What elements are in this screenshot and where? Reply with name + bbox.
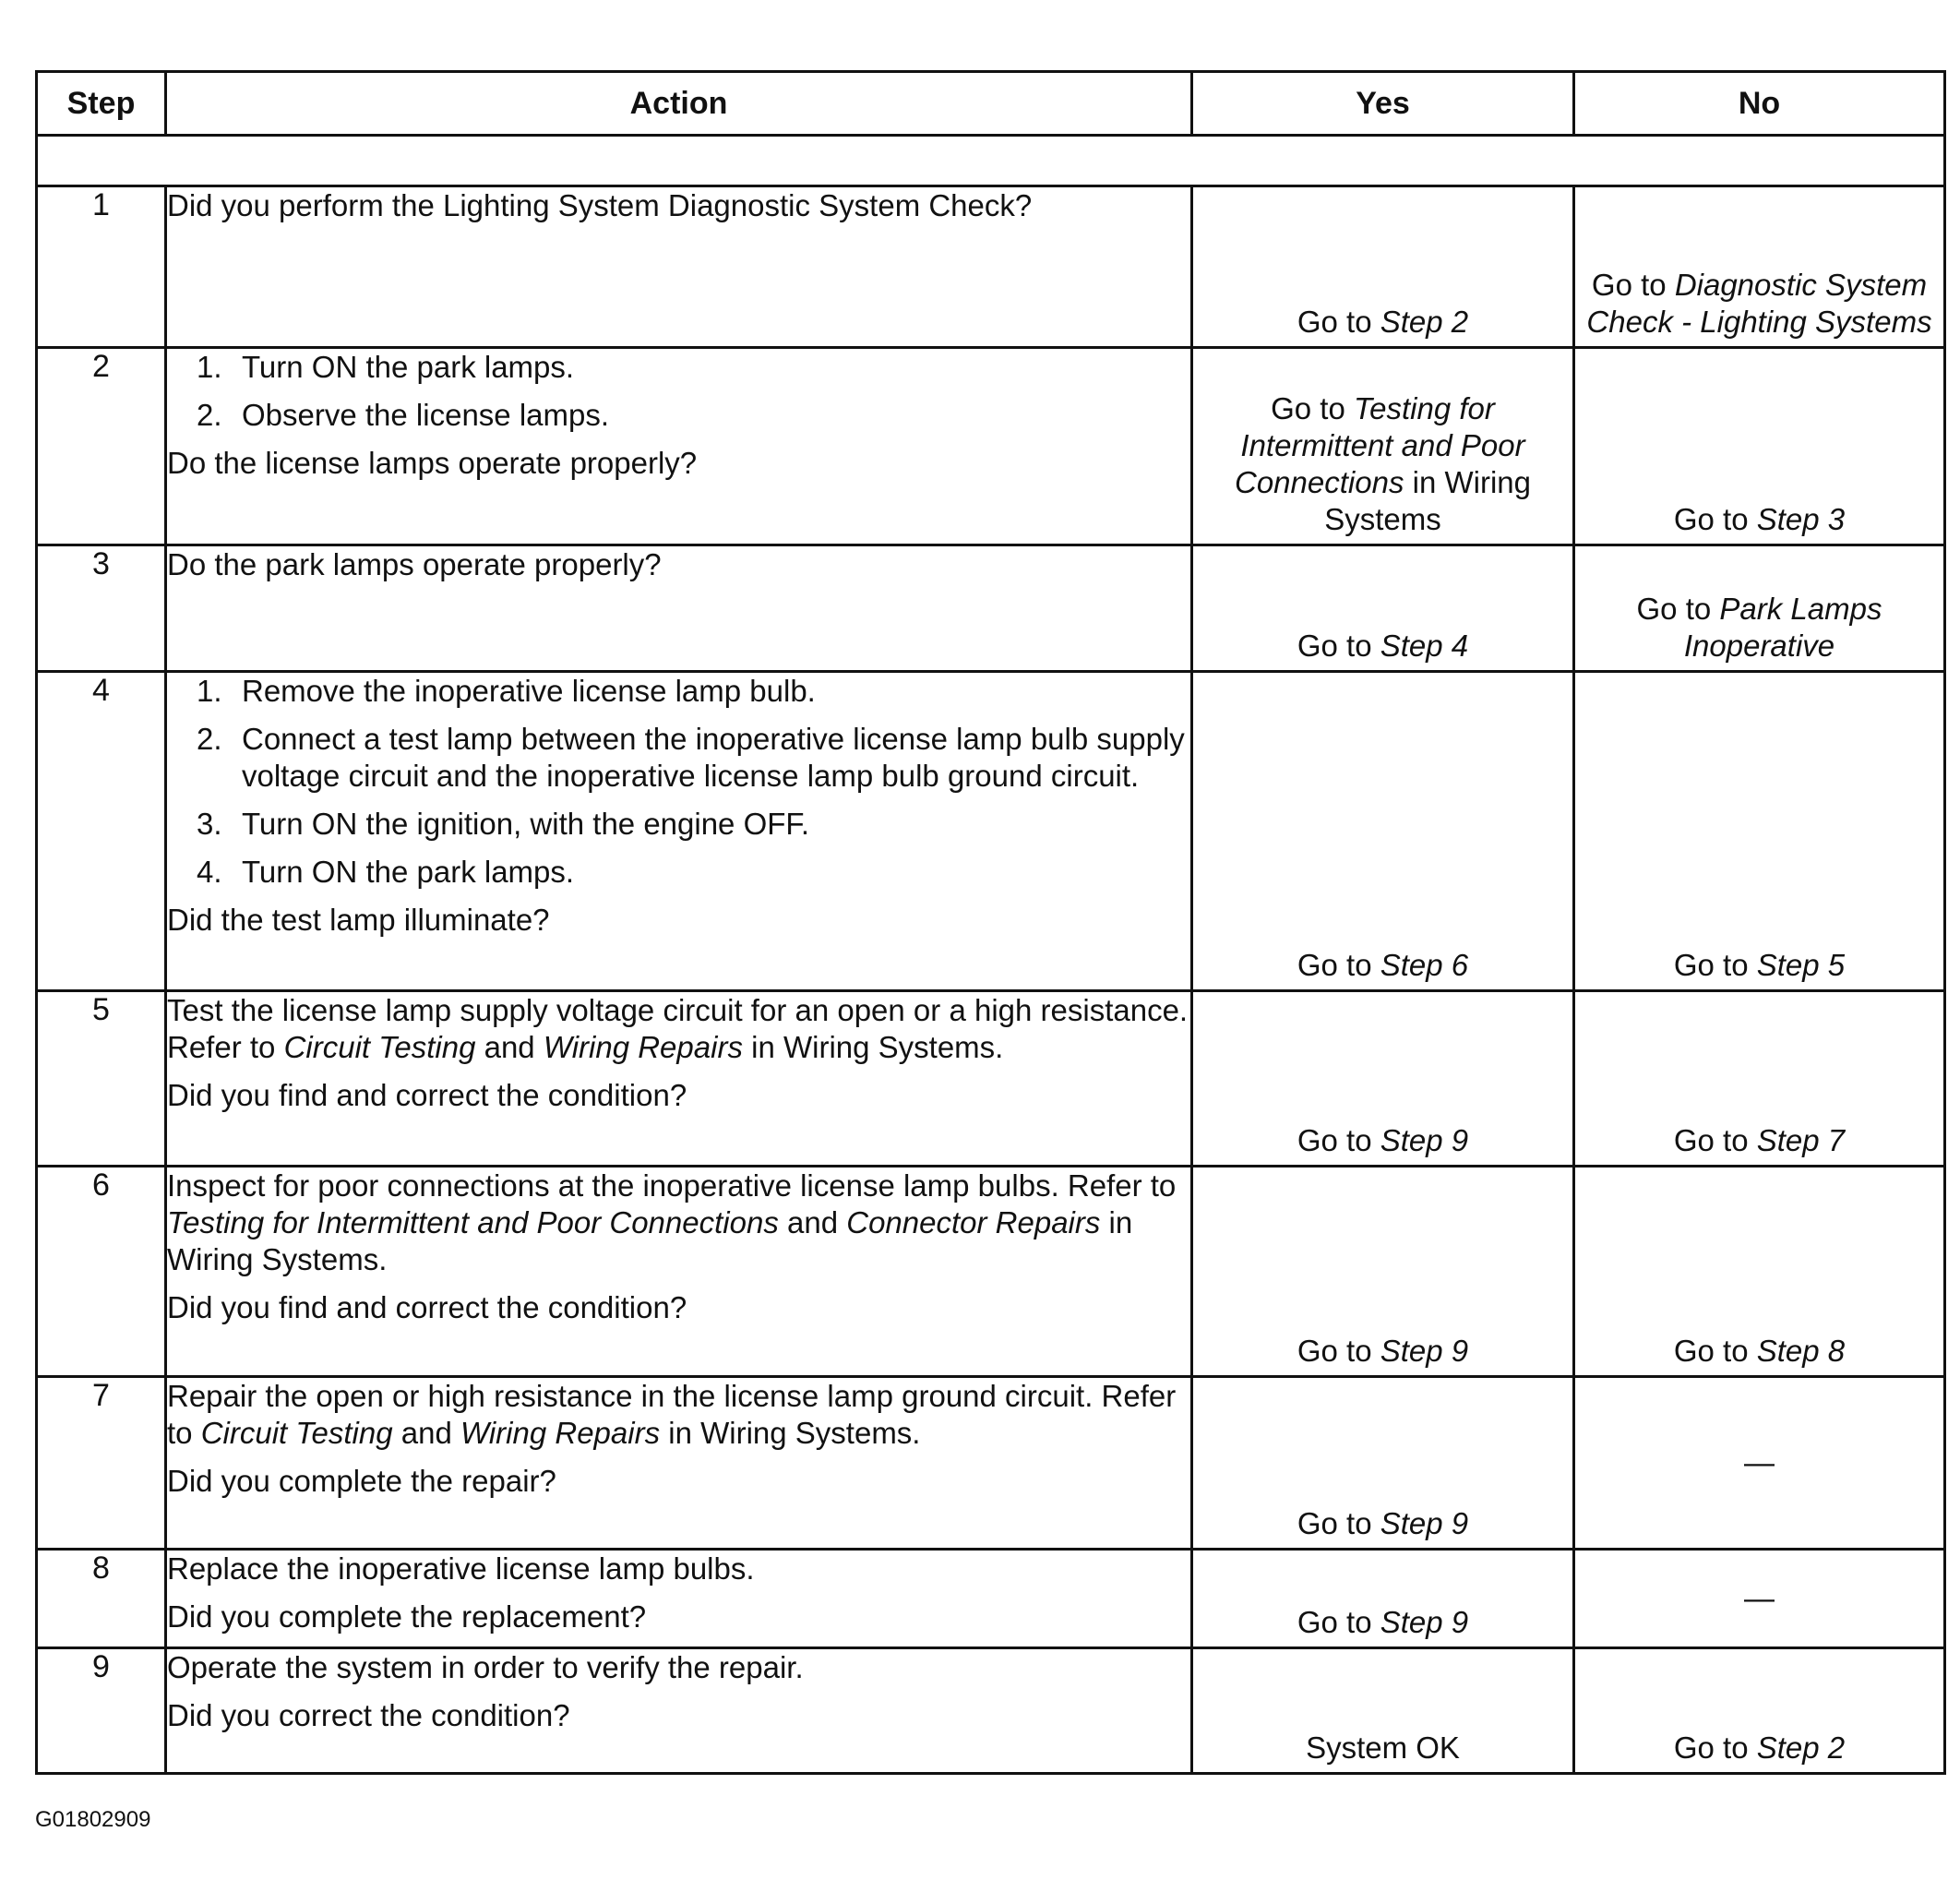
spacer-cell (37, 136, 1945, 186)
table-row (37, 1167, 1945, 1377)
action-step-number: 3. (197, 807, 222, 841)
action-text: Did the test lamp illuminate? (167, 903, 550, 937)
no-outcome (1583, 1730, 1936, 1766)
no-outcome (1583, 267, 1936, 341)
outcome-target: Step 9 (1380, 1506, 1469, 1540)
header-yes: Yes (1192, 72, 1574, 136)
action-step-number: 2. (197, 398, 222, 432)
action-paragraph (167, 1599, 1190, 1635)
yes-outcome (1201, 390, 1565, 538)
action-step-text: Turn ON the park lamps. (242, 855, 575, 889)
no-outcome (1583, 501, 1936, 538)
action-step-text: Connect a test lamp between the inoperative license lamp bulb supply voltage circuit and the inoperative license lamp bulb ground circuit. (242, 722, 1185, 793)
action-text: Replace the inoperative license lamp bulbs. (167, 1551, 755, 1586)
action-step-text: Turn ON the park lamps. (242, 350, 575, 384)
action-paragraph (167, 546, 1190, 583)
no-outcome (1583, 1444, 1936, 1481)
action-paragraph (167, 1649, 1190, 1686)
yes-cell (1192, 991, 1574, 1167)
no-cell (1574, 1550, 1945, 1648)
action-paragraph (167, 1697, 1190, 1734)
action-paragraph (167, 187, 1190, 224)
action-paragraph (167, 902, 1190, 939)
outcome-target: Step 5 (1756, 948, 1846, 982)
action-paragraph (167, 1463, 1190, 1500)
outcome-text: Go to (1297, 1605, 1380, 1639)
outcome-text: Go to (1673, 1730, 1757, 1765)
action-step-text: Turn ON the ignition, with the engine OFF. (242, 807, 810, 841)
action-text: Did you complete the replacement? (167, 1599, 647, 1634)
action-step-text: Remove the inoperative license lamp bulb. (242, 674, 816, 708)
action-text: Did you find and correct the condition? (167, 1078, 687, 1112)
reference-link-text: Wiring Repairs (543, 1030, 743, 1064)
action-cell (166, 1550, 1192, 1648)
outcome-text: Go to (1297, 629, 1380, 663)
action-text: and (475, 1030, 544, 1064)
action-cell (166, 545, 1192, 672)
outcome-target: Step 2 (1756, 1730, 1846, 1765)
outcome-text: Go to (1297, 948, 1380, 982)
step-number: 6 (37, 1167, 166, 1377)
action-text: Do the license lamps operate properly? (167, 446, 698, 480)
table-row (37, 991, 1945, 1167)
action-cell (166, 1377, 1192, 1550)
action-cell (166, 672, 1192, 991)
reference-link-text: Connector Repairs (846, 1205, 1101, 1239)
outcome-target: Step 2 (1380, 305, 1469, 339)
no-cell (1574, 545, 1945, 672)
no-cell (1574, 186, 1945, 348)
action-steps-list (167, 349, 1190, 434)
action-text: and (392, 1416, 460, 1450)
action-text: in Wiring Systems. (660, 1416, 921, 1450)
action-step-number: 2. (197, 722, 222, 756)
outcome-target: Step 6 (1380, 948, 1469, 982)
yes-outcome (1201, 947, 1565, 984)
step-number: 4 (37, 672, 166, 991)
action-text: Did you complete the repair? (167, 1464, 556, 1498)
no-cell (1574, 1167, 1945, 1377)
reference-link-text: Circuit Testing (200, 1416, 393, 1450)
outcome-text: System OK (1306, 1730, 1460, 1765)
table-row (37, 1648, 1945, 1774)
spacer-row (37, 136, 1945, 186)
yes-outcome (1201, 1122, 1565, 1159)
action-step-item (167, 349, 1190, 386)
no-cell (1574, 672, 1945, 991)
yes-cell (1192, 1377, 1574, 1550)
table-body (37, 136, 1945, 1774)
action-step-item (167, 721, 1190, 795)
yes-outcome (1201, 1730, 1565, 1766)
no-outcome (1583, 1580, 1936, 1617)
table-row (37, 1550, 1945, 1648)
action-step-number: 1. (197, 350, 222, 384)
action-text: and (778, 1205, 847, 1239)
action-paragraph (167, 1077, 1190, 1114)
action-text: Test the license lamp supply voltage circuit for an open or a high resistance. Refer to (167, 993, 1189, 1064)
action-text: Did you perform the Lighting System Diagnostic System Check? (167, 188, 1033, 222)
action-paragraph (167, 1289, 1190, 1326)
outcome-text: — (1744, 1445, 1775, 1479)
action-text: Did you correct the condition? (167, 1698, 570, 1732)
no-cell (1574, 991, 1945, 1167)
action-text: Inspect for poor connections at the inoperative license lamp bulbs. Refer to (167, 1168, 1177, 1203)
no-cell (1574, 1648, 1945, 1774)
diagnostic-table (35, 70, 1946, 1775)
yes-cell (1192, 1550, 1574, 1648)
action-text: Did you find and correct the condition? (167, 1290, 687, 1324)
outcome-target: Step 4 (1380, 629, 1469, 663)
outcome-text: Go to (1591, 268, 1675, 302)
table-row (37, 348, 1945, 545)
yes-outcome (1201, 304, 1565, 341)
outcome-target: Step 7 (1756, 1123, 1846, 1157)
header-row (37, 72, 1945, 136)
outcome-target: Step 8 (1756, 1334, 1846, 1368)
action-cell (166, 991, 1192, 1167)
action-step-item (167, 673, 1190, 710)
no-cell (1574, 1377, 1945, 1550)
step-number: 9 (37, 1648, 166, 1774)
action-step-item (167, 806, 1190, 843)
action-step-number: 1. (197, 674, 222, 708)
outcome-text: Go to (1673, 948, 1757, 982)
step-number: 7 (37, 1377, 166, 1550)
outcome-target: Step 9 (1380, 1605, 1469, 1639)
action-step-item (167, 854, 1190, 891)
diagnostic-table-container (35, 70, 1943, 1775)
yes-cell (1192, 545, 1574, 672)
yes-outcome (1201, 1604, 1565, 1641)
header-action: Action (166, 72, 1192, 136)
yes-outcome (1201, 1333, 1565, 1370)
reference-link-text: Wiring Repairs (460, 1416, 661, 1450)
outcome-target: Testing for Intermittent and Poor Connections (1235, 391, 1525, 499)
yes-cell (1192, 186, 1574, 348)
action-text: Do the park lamps operate properly? (167, 547, 662, 581)
action-cell (166, 186, 1192, 348)
action-paragraph (167, 1168, 1190, 1278)
header-no: No (1574, 72, 1945, 136)
no-cell (1574, 348, 1945, 545)
action-steps-list (167, 673, 1190, 891)
action-text: in Wiring Systems. (167, 1205, 1133, 1276)
outcome-text: Go to (1297, 1506, 1380, 1540)
yes-cell (1192, 1167, 1574, 1377)
action-cell (166, 1167, 1192, 1377)
action-step-number: 4. (197, 855, 222, 889)
outcome-target: Step 3 (1756, 502, 1846, 536)
action-cell (166, 1648, 1192, 1774)
reference-link-text: Testing for Intermittent and Poor Connections (167, 1205, 779, 1239)
yes-outcome (1201, 1505, 1565, 1542)
action-paragraph (167, 445, 1190, 482)
action-cell (166, 348, 1192, 545)
action-step-text: Observe the license lamps. (242, 398, 610, 432)
action-text: in Wiring Systems. (742, 1030, 1004, 1064)
table-row (37, 1377, 1945, 1550)
table-row (37, 545, 1945, 672)
yes-cell (1192, 348, 1574, 545)
yes-outcome (1201, 628, 1565, 665)
outcome-text: Go to (1271, 391, 1354, 425)
no-outcome (1583, 591, 1936, 665)
header-step: Step (37, 72, 166, 136)
step-number: 2 (37, 348, 166, 545)
action-text: Repair the open or high resistance in the license lamp ground circuit. Refer to (167, 1379, 1177, 1450)
outcome-text: Go to (1673, 1123, 1757, 1157)
table-row (37, 672, 1945, 991)
action-paragraph (167, 1551, 1190, 1587)
yes-cell (1192, 1648, 1574, 1774)
outcome-text: — (1744, 1581, 1775, 1615)
outcome-text: Go to (1297, 305, 1380, 339)
step-number: 1 (37, 186, 166, 348)
outcome-target: Diagnostic System Check - Lighting Systems (1586, 268, 1932, 339)
outcome-text: Go to (1297, 1123, 1380, 1157)
action-text: Operate the system in order to verify the repair. (167, 1650, 804, 1684)
outcome-text: in Wiring Systems (1324, 465, 1531, 536)
step-number: 8 (37, 1550, 166, 1648)
no-outcome (1583, 1122, 1936, 1159)
table-row (37, 186, 1945, 348)
figure-code: G01802909 (35, 1807, 151, 1832)
yes-cell (1192, 672, 1574, 991)
action-paragraph (167, 1378, 1190, 1452)
outcome-text: Go to (1297, 1334, 1380, 1368)
outcome-text: Go to (1636, 592, 1720, 626)
no-outcome (1583, 947, 1936, 984)
action-step-item (167, 397, 1190, 434)
reference-link-text: Circuit Testing (283, 1030, 476, 1064)
outcome-text: Go to (1673, 1334, 1757, 1368)
outcome-text: Go to (1673, 502, 1757, 536)
outcome-target: Park Lamps Inoperative (1683, 592, 1882, 663)
action-paragraph (167, 992, 1190, 1066)
outcome-target: Step 9 (1380, 1334, 1469, 1368)
outcome-target: Step 9 (1380, 1123, 1469, 1157)
step-number: 5 (37, 991, 166, 1167)
no-outcome (1583, 1333, 1936, 1370)
step-number: 3 (37, 545, 166, 672)
